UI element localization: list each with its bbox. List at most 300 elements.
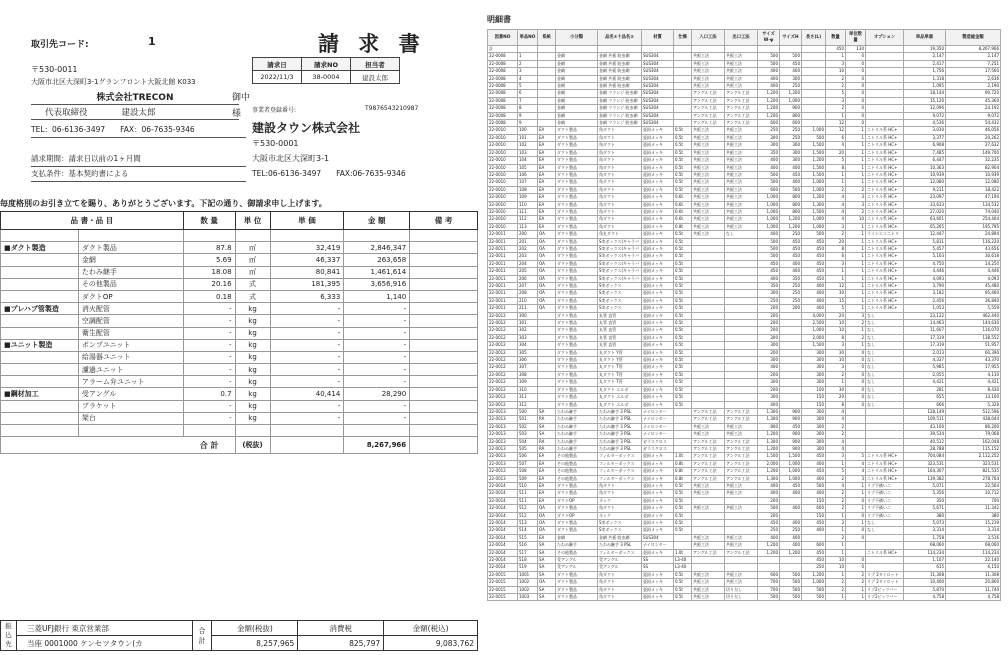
- detail-cell: 22-0010: [488, 127, 518, 134]
- detail-cell: RA: [538, 445, 556, 452]
- detail-cell: 10,400: [904, 579, 946, 586]
- detail-cell: 22-0010: [488, 134, 518, 141]
- detail-cell: [692, 364, 725, 371]
- detail-cell: [725, 283, 758, 290]
- detail-col-header: 単位数量: [846, 30, 866, 46]
- detail-total-label: 計: [488, 46, 518, 53]
- detail-cell: 107: [518, 179, 538, 186]
- detail-cell: 丸管 直管: [598, 320, 642, 327]
- issuer-company: 建設タウン株式会社: [252, 121, 361, 135]
- item-unit: ㎡: [235, 242, 270, 254]
- detail-cell: 0.5t: [674, 579, 692, 586]
- detail-cell: [674, 53, 692, 60]
- item-unit: kg: [235, 412, 270, 424]
- detail-cell: 116,220: [946, 238, 1001, 245]
- invoice-sheet: [0, 0, 478, 655]
- detail-cell: 450: [780, 60, 802, 67]
- detail-cell: 共板工法: [692, 127, 725, 134]
- detail-row: [488, 475, 1001, 482]
- detail-cell: 39,534: [904, 431, 946, 438]
- detail-cell: 2: [826, 75, 846, 82]
- detail-cell: 丸管 直管: [598, 334, 642, 341]
- detail-cell: 30: [826, 290, 846, 297]
- detail-cell: 亜鉛メッキ: [642, 305, 674, 312]
- detail-cell: たわみ継手 3 PSL: [598, 416, 642, 423]
- item-name: [78, 425, 183, 437]
- detail-cell: 共板工法: [725, 542, 758, 549]
- detail-cell: ダクト製品: [556, 505, 598, 512]
- detail-cell: なし: [866, 394, 904, 401]
- detail-cell: 400: [758, 534, 780, 541]
- detail-cell: 0.8t: [674, 223, 692, 230]
- detail-cell: [674, 90, 692, 97]
- detail-cell: 11,607: [904, 327, 946, 334]
- item-qty: -: [183, 376, 235, 388]
- detail-cell: [538, 394, 556, 401]
- item-qty: -: [183, 315, 235, 327]
- detail-cell: アングル工法: [725, 105, 758, 112]
- detail-cell: 615: [904, 564, 946, 571]
- detail-row: [488, 408, 1001, 415]
- detail-cell: 68,060: [904, 542, 946, 549]
- detail-cell: 亜鉛メッキ: [642, 327, 674, 334]
- detail-cell: OA: [538, 520, 556, 527]
- detail-cell: [674, 68, 692, 75]
- detail-cell: ダクト製品: [556, 290, 598, 297]
- detail-cell: ニトリル系 HC+: [866, 208, 904, 215]
- detail-row: [488, 579, 1001, 586]
- detail-cell: 1,053: [904, 305, 946, 312]
- detail-cell: ダクト製品: [556, 164, 598, 171]
- detail-col-header: 長さ(L): [802, 30, 826, 46]
- detail-cell: 0.5t: [674, 290, 692, 297]
- detail-cell: [725, 349, 758, 356]
- detail-cell: 0: [846, 497, 866, 504]
- detail-cell: [846, 423, 866, 430]
- detail-cell: [692, 342, 725, 349]
- detail-cell: 亜鉛メッキ: [642, 312, 674, 319]
- detail-cell: 201: [518, 238, 538, 245]
- detail-cell: アングル工法: [692, 112, 725, 119]
- detail-cell: OA: [538, 512, 556, 519]
- detail-cell: [692, 557, 725, 564]
- detail-cell: [725, 371, 758, 378]
- detail-cell: ダクト製品: [556, 201, 598, 208]
- detail-cell: [725, 357, 758, 364]
- detail-cell: OA: [538, 238, 556, 245]
- detail-cell: 100: [518, 127, 538, 134]
- detail-cell: 5: [826, 468, 846, 475]
- detail-cell: ナイロンター: [642, 408, 674, 415]
- detail-cell: リブ不備いニ: [866, 505, 904, 512]
- detail-cell: [780, 564, 802, 571]
- detail-cell: 20: [826, 394, 846, 401]
- detail-cell: 68,060: [946, 542, 1001, 549]
- detail-cell: [780, 394, 802, 401]
- item-notes: [410, 266, 478, 278]
- item-notes: [410, 339, 478, 351]
- detail-cell: 3,030: [904, 127, 946, 134]
- detail-row: [488, 179, 1001, 186]
- item-price: 40,414: [270, 388, 344, 400]
- detail-cell: SA: [538, 542, 556, 549]
- detail-cell: 共板工法: [692, 579, 725, 586]
- detail-cell: 亜鉛メッキ: [642, 238, 674, 245]
- detail-cell: 亜鉛メッキ: [642, 594, 674, 601]
- detail-cell: 受アングル: [556, 564, 598, 571]
- detail-cell: EA: [538, 216, 556, 223]
- detail-cell: ダクト製品: [556, 386, 598, 393]
- detail-cell: 400: [780, 179, 802, 186]
- detail-cell: 400: [780, 505, 802, 512]
- detail-cell: 3: [826, 342, 846, 349]
- detail-cell: 角ダクト: [598, 586, 642, 593]
- item-unit: 式: [235, 278, 270, 290]
- detail-cell: 8: [826, 164, 846, 171]
- detail-row: [488, 231, 1001, 238]
- detail-cell: 900: [780, 416, 802, 423]
- detail-cell: 0.5t: [674, 127, 692, 134]
- detail-cell: OA: [538, 268, 556, 275]
- detail-cell: 20: [826, 149, 846, 156]
- detail-cell: 3: [518, 68, 538, 75]
- detail-row: [488, 83, 1001, 90]
- detail-cell: 共板工法: [692, 201, 725, 208]
- detail-cell: 共板工法: [692, 186, 725, 193]
- detail-cell: 109: [518, 194, 538, 201]
- detail-cell: 32,235: [946, 157, 1001, 164]
- detail-cell: 0.6t: [674, 208, 692, 215]
- detail-cell: 450: [802, 253, 826, 260]
- item-category: [1, 278, 79, 290]
- detail-cell: 22-0010: [488, 223, 518, 230]
- detail-cell: ダクト製品: [556, 394, 598, 401]
- detail-cell: 22-0012: [488, 394, 518, 401]
- detail-cell: 1: [846, 327, 866, 334]
- detail-row: [488, 201, 1001, 208]
- detail-cell: 8: [518, 105, 538, 112]
- item-notes: [410, 242, 478, 254]
- detail-cell: 305: [518, 349, 538, 356]
- detail-cell: 2: [826, 105, 846, 112]
- detail-row: [488, 223, 1001, 230]
- detail-cell: 450: [758, 520, 780, 527]
- detail-cell: 0.5t: [674, 482, 692, 489]
- detail-cell: 亜鉛メッキ: [642, 586, 674, 593]
- detail-cell: 共板工法: [692, 505, 725, 512]
- detail-cell: 0: [846, 401, 866, 408]
- detail-cell: 22-0010: [488, 171, 518, 178]
- detail-cell: 金網: [556, 534, 598, 541]
- detail-cell: アングル工法: [692, 445, 725, 452]
- detail-cell: 角ダクト: [598, 208, 642, 215]
- detail-row: [488, 275, 1001, 282]
- detail-cell: [866, 408, 904, 415]
- detail-cell: [692, 238, 725, 245]
- detail-cell: 受アングル: [598, 557, 642, 564]
- detail-cell: SS: [642, 557, 674, 564]
- detail-cell: 500: [802, 231, 826, 238]
- item-unit: kg: [235, 339, 270, 351]
- detail-cell: 4,446: [946, 268, 1001, 275]
- detail-cell: 亜鉛メッキ: [642, 349, 674, 356]
- detail-row: [488, 238, 1001, 245]
- detail-cell: 22-0010: [488, 194, 518, 201]
- detail-header-row: [488, 30, 1001, 46]
- detail-cell: [866, 83, 904, 90]
- detail-cell: 300: [758, 342, 780, 349]
- detail-cell: 63,601: [904, 216, 946, 223]
- detail-cell: 8: [826, 401, 846, 408]
- item-notes: [410, 303, 478, 315]
- detail-cell: 1001: [518, 571, 538, 578]
- detail-cell: 1: [846, 297, 866, 304]
- detail-cell: SA: [538, 549, 556, 556]
- detail-cell: [725, 290, 758, 297]
- detail-cell: ダクト製品: [556, 520, 598, 527]
- detail-cell: 丸ダクト T管: [598, 371, 642, 378]
- detail-cell: 1: [518, 53, 538, 60]
- detail-cell: [866, 120, 904, 127]
- detail-cell: 510: [518, 482, 538, 489]
- detail-cell: 共板工法: [692, 482, 725, 489]
- detail-cell: 22-0011: [488, 245, 518, 252]
- detail-cell: 5: [826, 90, 846, 97]
- detail-cell: 24,894: [946, 231, 1001, 238]
- detail-cell: [866, 60, 904, 67]
- detail-cell: 22-0010: [488, 157, 518, 164]
- item-amount: -: [344, 315, 410, 327]
- detail-cell: ダクト製品: [556, 275, 598, 282]
- detail-cell: 角ダクト: [598, 594, 642, 601]
- detail-cell: [692, 253, 725, 260]
- detail-cell: ニトリル系 HC+: [866, 275, 904, 282]
- detail-cell: 共板工法: [725, 201, 758, 208]
- detail-cell: [674, 105, 692, 112]
- detail-cell: 5,457: [904, 245, 946, 252]
- detail-cell: 1,000: [802, 216, 826, 223]
- detail-cell: 2,456: [904, 297, 946, 304]
- detail-cell: [692, 275, 725, 282]
- detail-cell: 0.5t: [674, 349, 692, 356]
- detail-cell: 22-0008: [488, 112, 518, 119]
- items-body: [1, 230, 478, 437]
- detail-cell: アングル工法: [692, 416, 725, 423]
- detail-cell: 1,000: [758, 223, 780, 230]
- detail-cell: 3: [846, 201, 866, 208]
- detail-cell: 250: [780, 127, 802, 134]
- detail-cell: ダクト製品: [556, 179, 598, 186]
- detail-cell: 共板工法: [725, 223, 758, 230]
- detail-cell: 2: [826, 475, 846, 482]
- detail-cell: 128,149: [904, 408, 946, 415]
- detail-cell: 450: [802, 238, 826, 245]
- detail-cell: 115,152: [946, 445, 1001, 452]
- detail-cell: [725, 379, 758, 386]
- detail-cell: 1: [846, 594, 866, 601]
- detail-cell: 516: [518, 542, 538, 549]
- detail-cell: 28,788: [904, 445, 946, 452]
- detail-col-header: 単品NO: [518, 30, 538, 46]
- detail-cell: 350: [780, 275, 802, 282]
- detail-cell: 60,390: [946, 349, 1001, 356]
- detail-cell: 角ダクト: [598, 482, 642, 489]
- detail-cell: 0.5t: [674, 268, 692, 275]
- detail-cell: 23,122: [904, 312, 946, 319]
- detail-cell: 0: [846, 60, 866, 67]
- detail-cell: 1: [826, 527, 846, 534]
- detail-cell: [725, 253, 758, 260]
- detail-cell: 2,147: [946, 53, 1001, 60]
- item-category: [1, 230, 79, 242]
- billing-period: 請求期間：請求日以前の1ヶ月間: [31, 153, 246, 167]
- detail-cell: 0.5t: [674, 253, 692, 260]
- detail-cell: 4,758: [946, 594, 1001, 601]
- detail-cell: 1,500: [802, 208, 826, 215]
- client-representative: 代表取締役 建設太郎: [31, 106, 239, 120]
- detail-cell: [674, 416, 692, 423]
- detail-cell: 22-0013: [488, 475, 518, 482]
- detail-cell: 22-0010: [488, 164, 518, 171]
- detail-cell: 0: [846, 112, 866, 119]
- detail-cell: 1: [846, 290, 866, 297]
- detail-cell: [866, 423, 904, 430]
- detail-cell: 500: [758, 53, 780, 60]
- detail-cell: 1,200: [758, 112, 780, 119]
- detail-cell: 1,200: [758, 542, 780, 549]
- detail-cell: 共板工法: [692, 171, 725, 178]
- detail-cell: 角ダクト: [598, 216, 642, 223]
- detail-cell: [538, 60, 556, 67]
- detail-cell: 22-0014: [488, 490, 518, 497]
- detail-total-qty: 450: [826, 46, 846, 53]
- detail-cell: S実ボックス: [598, 527, 642, 534]
- item-category: [1, 254, 79, 266]
- detail-cell: なし: [866, 527, 904, 534]
- detail-cell: 450: [758, 260, 780, 267]
- greeting-text: 毎度格別のお引き立てを賜り、ありがとうございます。下記の通り、御請求申し上げます。: [0, 199, 327, 208]
- detail-cell: ニトリル系 HC+: [866, 171, 904, 178]
- detail-cell: 450: [780, 423, 802, 430]
- detail-cell: 17,955: [946, 364, 1001, 371]
- detail-cell: 1: [846, 157, 866, 164]
- col-header-notes: 備 考: [410, 212, 478, 230]
- detail-cell: ダクト製品: [556, 334, 598, 341]
- detail-cell: 金網 共板 防虫網: [598, 68, 642, 75]
- detail-cell: 共板工法: [725, 83, 758, 90]
- detail-cell: 500: [518, 408, 538, 415]
- detail-cell: [802, 60, 826, 67]
- detail-cell: 517: [518, 549, 538, 556]
- detail-cell: 2: [826, 83, 846, 90]
- detail-cell: 亜鉛メッキ: [642, 164, 674, 171]
- detail-cell: 3: [826, 260, 846, 267]
- detail-row: [488, 53, 1001, 60]
- detail-cell: ダクト製品: [556, 490, 598, 497]
- detail-cell: [802, 75, 826, 82]
- detail-cell: [692, 512, 725, 519]
- detail-cell: 149,700: [946, 149, 1001, 156]
- detail-cell: ニトリル系 HC+: [866, 290, 904, 297]
- detail-cell: 400: [758, 231, 780, 238]
- detail-cell: 3: [826, 97, 846, 104]
- detail-cell: 共板工法: [725, 423, 758, 430]
- detail-cell: 7,251: [946, 60, 1001, 67]
- detail-cell: 0.8t: [674, 475, 692, 482]
- detail-cell: 79,068: [946, 431, 1001, 438]
- item-row: [1, 364, 478, 376]
- item-name: 消火配管: [78, 303, 183, 315]
- detail-cell: 亜鉛メッキ: [642, 460, 674, 467]
- detail-cell: 2,147: [904, 53, 946, 60]
- detail-cell: 22-0012: [488, 379, 518, 386]
- detail-cell: 22-0013: [488, 416, 518, 423]
- detail-cell: 6: [826, 134, 846, 141]
- detail-cell: 1: [846, 586, 866, 593]
- item-price: 32,419: [270, 242, 344, 254]
- detail-cell: [674, 83, 692, 90]
- detail-cell: [692, 334, 725, 341]
- detail-cell: 400: [802, 475, 826, 482]
- detail-cell: 共板工法: [692, 75, 725, 82]
- detail-cell: 共板工法: [692, 179, 725, 186]
- detail-cell: 1002: [518, 579, 538, 586]
- detail-cell: [538, 97, 556, 104]
- bank-label: 振込先: [1, 621, 17, 651]
- detail-cell: [674, 75, 692, 82]
- grand-header-net: 金額(税抜): [212, 621, 298, 636]
- detail-cell: 亜鉛メッキ: [642, 475, 674, 482]
- detail-cell: 11,740: [946, 586, 1001, 593]
- detail-cell: なし: [866, 379, 904, 386]
- detail-cell: 900: [780, 105, 802, 112]
- detail-cell: [780, 379, 802, 386]
- detail-cell: 0.5t: [674, 512, 692, 519]
- detail-cell: 5: [826, 157, 846, 164]
- detail-cell: 1: [826, 460, 846, 467]
- detail-cell: 22-0008: [488, 97, 518, 104]
- detail-cell: 4,093: [946, 275, 1001, 282]
- item-row: [1, 242, 478, 254]
- detail-cell: ダクト製品: [556, 283, 598, 290]
- detail-cell: 11,342: [946, 505, 1001, 512]
- detail-cell: 4,000: [802, 312, 826, 319]
- detail-cell: 亜鉛メッキ: [642, 549, 674, 556]
- detail-cell: 134,532: [946, 201, 1001, 208]
- detail-cell: 亜鉛メッキ: [642, 468, 674, 475]
- detail-cell: ダクト製品: [556, 594, 598, 601]
- detail-cell: 500: [780, 586, 802, 593]
- detail-cell: EA: [538, 208, 556, 215]
- detail-cell: 400: [758, 83, 780, 90]
- detail-cell: [866, 534, 904, 541]
- item-name: アラーム弁ユニット: [78, 376, 183, 388]
- detail-cell: 7,485: [904, 149, 946, 156]
- detail-cell: [692, 349, 725, 356]
- detail-cell: 2: [826, 431, 846, 438]
- detail-cell: 角ダクト: [598, 505, 642, 512]
- item-name: 濾過ユニット: [78, 364, 183, 376]
- detail-cell: 共板工法: [725, 157, 758, 164]
- detail-cell: 0.5t: [674, 505, 692, 512]
- detail-cell: 亜鉛メッキ: [642, 231, 674, 238]
- detail-cell: 10: [826, 557, 846, 564]
- detail-cell: 200: [780, 305, 802, 312]
- detail-cell: 1,500: [802, 342, 826, 349]
- registration-number: T9876543210987: [365, 105, 419, 112]
- detail-cell: SS: [642, 564, 674, 571]
- detail-col-header: 品名①十品名②: [598, 30, 642, 46]
